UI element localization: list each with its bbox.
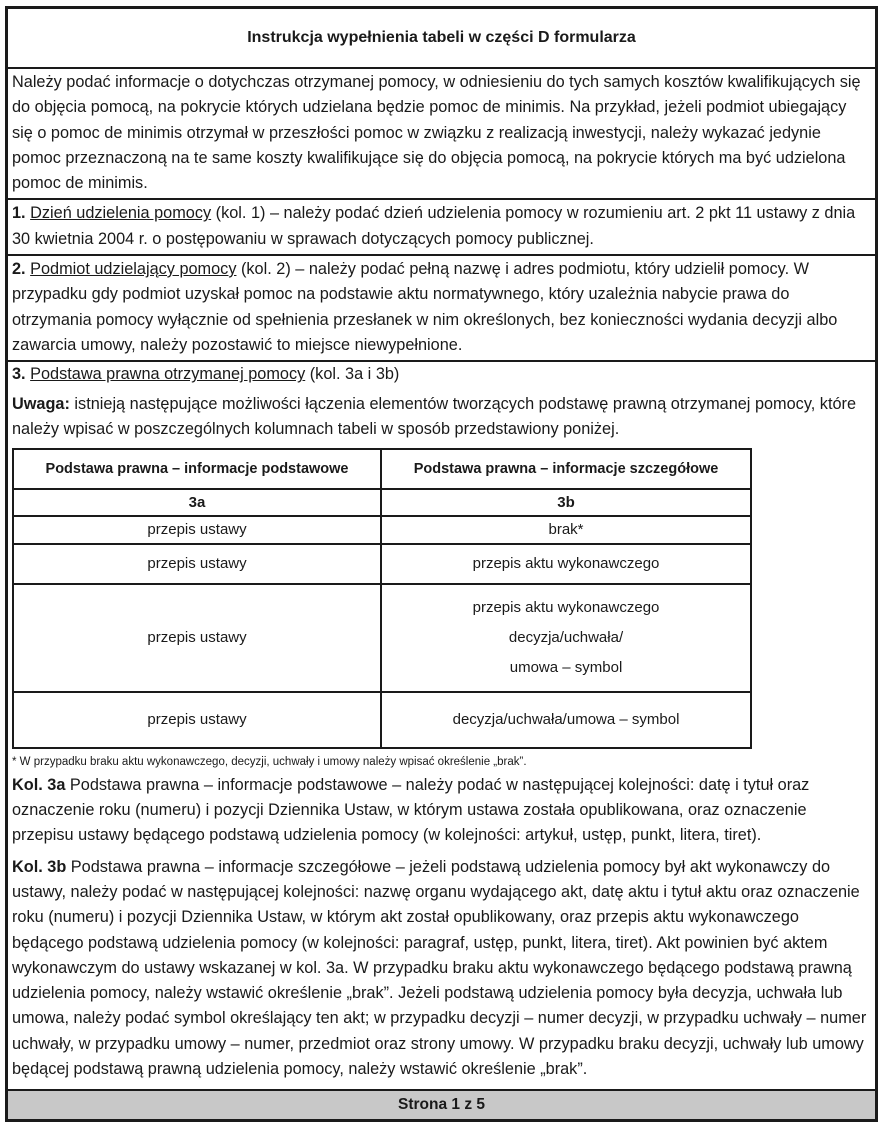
page-footer: Strona 1 z 5 [8,1089,875,1119]
kol-3a-text: Podstawa prawna – informacje podstawowe – należy podać w następującej kolejności: datę i tytuł oraz oznaczenie roku (numeru) i pozycji Dziennika Ustaw, w którym ustawa została opublikowana, oraz oznaczenie przepisu ustawy będącego podstawą udzielenia pomocy (w kolejności: artykuł, ustęp, punkt, litera, tiret). [12,775,810,845]
intro-text: Należy podać informacje o dotychczas otrzymanej pomocy, w odniesieniu do tych samych kosztów kwalifikujących się do objęcia pomocą, na pokrycie których udzielana będzie pomoc de minimis. Na przykład, jeżeli podmiot ubiegający się o pomoc de minimis otrzymał w przeszłości pomoc w związku z realizacją inwestycji, należy wykazać jedynie pomoc przeznaczoną na te same koszty kwalifikujące się do objęcia pomocą, na pokrycie których ma być udzielona pomoc de minimis. [12,73,861,193]
item-3-number: 3. [12,365,26,384]
table-row [13,516,751,543]
header-basic-info: Podstawa prawna – informacje podstawowe [13,449,381,489]
table-row [13,692,751,748]
kol-3a-label: Kol. 3a [12,775,66,794]
item-2-text: (kol. 2) – należy podać pełną nazwę i adres podmiotu, który udzielił pomocy. W przypadku gdy podmiot uzyskał pomoc na podstawie aktu normatywnego, który uzależnia nabycie prawa do otrzymania pomocy wyłącznie od spełnienia przesłanek w nim określonych, bez konieczności wydania decyzji albo zawarcia umowy, należy pozostawić to miejsce niewypełnione. [12,260,838,354]
note-label: Uwaga: [12,394,70,413]
intro-section [8,69,875,200]
page-title: Instrukcja wypełnienia tabeli w części D formularza [8,9,875,69]
item-1-text: (kol. 1) – należy podać dzień udzielenia pomocy w rozumieniu art. 2 pkt 11 ustawy z dnia 30 kwietnia 2004 r. o postępowaniu w sprawach dotyczących pomocy publicznej. [12,204,856,248]
cell-3b-line: decyzja/uchwała/ [508,628,624,646]
cell-3b: decyzja/uchwała/umowa – symbol [381,692,751,748]
cell-3a: przepis ustawy [13,584,381,692]
cell-3b [381,584,751,692]
kol-3b-label: Kol. 3b [12,857,67,876]
footnote: * W przypadku braku aktu wykonawczego, decyzji, uchwały i umowy należy wpisać określenie „brak”. [12,755,527,768]
col-number-3a: 3a [13,489,381,516]
col-number-3b: 3b [381,489,751,516]
header-detailed-info: Podstawa prawna – informacje szczegółowe [381,449,751,489]
cell-3a: przepis ustawy [13,516,381,543]
item-2-section [8,256,875,362]
cell-3a: przepis ustawy [13,544,381,584]
legal-basis-table [12,448,752,749]
cell-3b: brak* [381,516,751,543]
item-2-label: Podmiot udzielający pomocy [30,260,237,279]
item-1-section [8,200,875,256]
item-1-label: Dzień udzielenia pomocy [30,204,212,223]
item-2-number: 2. [12,260,26,279]
item-3-section [8,362,875,1082]
cell-3a: przepis ustawy [13,692,381,748]
document-frame [5,6,878,1122]
table-row [13,544,751,584]
kol-3b-text: Podstawa prawna – informacje szczegółowe – jeżeli podstawą udzielenia pomocy był akt wykonawczy do ustawy, należy podać w następującej kolejności: nazwę organu wydającego akt, datę aktu i tytuł aktu oraz oznaczenie roku (numeru) i pozycji Dziennika Ustaw, w którym akt został opublikowany, oraz przepis aktu wykonawczego będącego podstawą udzielenia pomocy (w kolejności: paragraf, ustęp, punkt, litera, tiret). Akt powinien być aktem wykonawczym do ustawy wskazanej w kol. 3a. W przypadku braku aktu wykonawczego będącego podstawą prawną udzielenia pomocy, należy wstawić określenie „brak”. Jeżeli podstawą udzielenia pomocy była decyzja, uchwała lub umowa, należy podać symbol określający ten akt; w przypadku decyzji – numer decyzji, w przypadku uchwały – numer uchwały, w przypadku umowy – numer, przedmiot oraz strony umowy. W przypadku braku decyzji, uchwały lub umowy będącej podstawą prawną udzielenia pomocy, należy wstawić określenie „brak”. [12,857,867,1079]
item-1-number: 1. [12,204,26,223]
table-row [13,584,751,692]
note-text: istnieją następujące możliwości łączenia elementów tworzących podstawę prawną otrzymanej pomocy, które należy wpisać w poszczególnych kolumnach tabeli w sposób przedstawiony poniżej. [12,394,856,438]
cell-3b: przepis aktu wykonawczego [381,544,751,584]
item-3-label: Podstawa prawna otrzymanej pomocy [30,365,306,384]
item-3-text: (kol. 3a i 3b) [305,365,400,384]
cell-3b-line: umowa – symbol [509,658,623,676]
cell-3b-line: przepis aktu wykonawczego [472,598,660,616]
